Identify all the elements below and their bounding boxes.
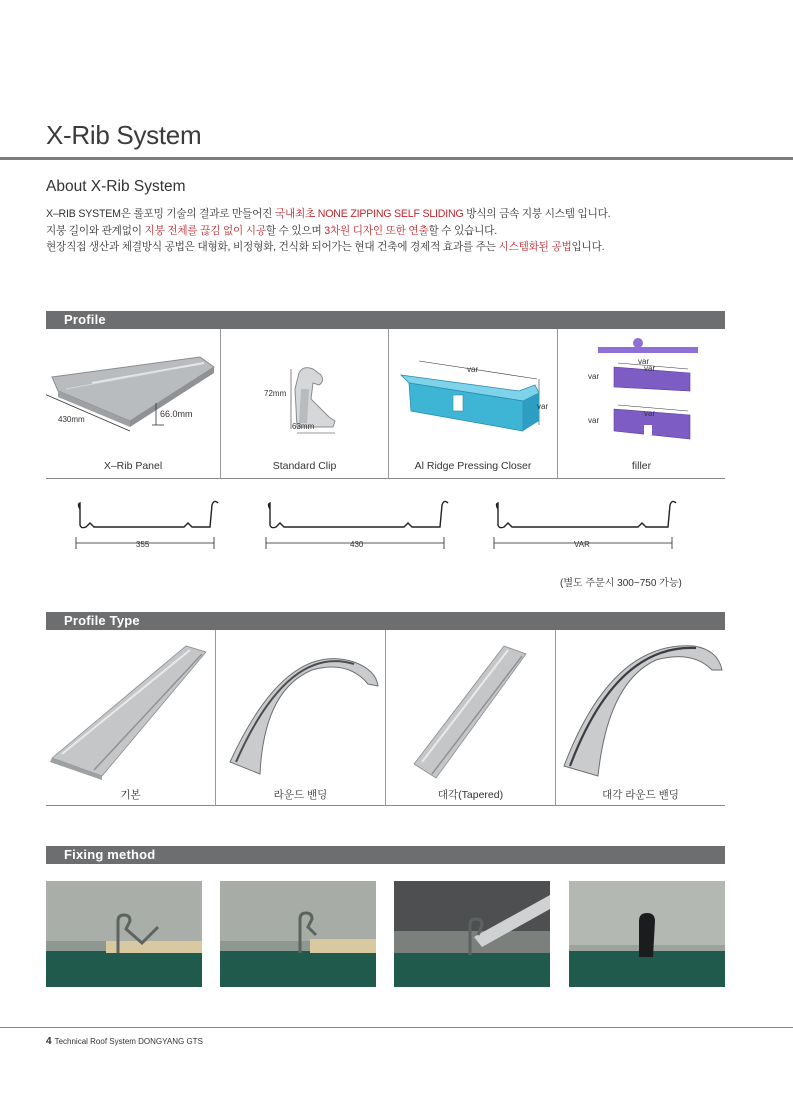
page-number: 4 <box>46 1036 52 1047</box>
profile-type-tapered-round-bending <box>555 630 725 806</box>
about-text-segment: 방식의 금속 지붕 시스템 입니다. <box>463 208 611 220</box>
filler-illustration <box>558 329 726 459</box>
xrib-panel-height-label: 66.0mm <box>160 409 193 419</box>
fixing-photo-step-2 <box>220 881 376 987</box>
about-text-segment: 할 수 있으며 <box>265 224 325 237</box>
width-label-430: 430 <box>350 540 364 549</box>
about-line-1 <box>46 206 746 223</box>
fixing-photo-step-1 <box>46 881 202 987</box>
ridge-closer-var-top: var <box>467 365 479 374</box>
about-highlight: 3차원 디자인 또한 연출 <box>324 224 429 237</box>
profile-section-bar <box>46 311 725 329</box>
profile-item-xrib-panel <box>46 329 220 479</box>
profile-section-title: Profile <box>64 312 106 327</box>
profile-item-ridge-closer <box>388 329 557 479</box>
filler-caption: filler <box>631 460 652 472</box>
filler-var-b: var <box>644 364 656 373</box>
profile-item-filler <box>557 329 725 479</box>
profile-type-section-title: Profile Type <box>64 613 140 628</box>
basic-panel-illustration <box>46 630 215 780</box>
about-highlight: 국내최초 NONE ZIPPING SELF SLIDING <box>274 208 464 220</box>
filler-var-d: var <box>644 409 656 418</box>
about-text-segment: 현장직접 생산과 체결방식 공법은 대형화, 비정형화, 건식화 되어가는 현대 건축에 경제적 효과를 주는 <box>46 241 499 253</box>
tapered-panel-illustration <box>386 630 556 780</box>
fixing-section-bar <box>46 846 725 864</box>
ridge-closer-var-side: var <box>537 402 549 411</box>
tapered-round-bending-illustration <box>556 630 726 780</box>
filler-var-a: var <box>638 357 650 366</box>
standard-clip-width-label: 63mm <box>292 422 315 431</box>
filler-var-e: var <box>588 416 600 425</box>
profile-type-round-bending <box>215 630 385 806</box>
page-footer <box>46 1036 203 1047</box>
round-bending-illustration <box>216 630 386 780</box>
footer-divider <box>0 1027 793 1028</box>
width-label-355: 355 <box>136 540 150 549</box>
standard-clip-caption: Standard Clip <box>272 460 337 472</box>
title-divider <box>0 157 793 160</box>
basic-caption: 기본 <box>120 789 141 801</box>
width-label-var: VAR <box>574 540 590 549</box>
profile-type-basic <box>46 630 215 806</box>
about-text-segment: 지붕 길이와 관계없이 <box>46 224 145 237</box>
profile-width-lines <box>60 495 700 565</box>
profile-item-standard-clip <box>220 329 388 479</box>
profile-width-diagrams <box>60 495 700 565</box>
about-line-3 <box>46 239 746 256</box>
ridge-closer-illustration <box>389 329 558 459</box>
about-line-2 <box>46 223 746 240</box>
about-highlight: 시스템화된 공법 <box>498 241 572 253</box>
xrib-panel-illustration <box>46 329 220 459</box>
profile-grid <box>46 329 725 479</box>
tapered-round-bending-caption: 대각 라운드 밴딩 <box>602 789 679 801</box>
profile-type-grid <box>46 630 725 806</box>
ridge-closer-caption: Al Ridge Pressing Closer <box>414 460 532 472</box>
about-highlight: 지붕 전체를 끊김 없이 시공 <box>144 224 266 237</box>
xrib-panel-width-label: 430mm <box>58 415 85 424</box>
about-paragraph <box>46 206 746 256</box>
width-order-note: (별도 주문시 300~750 가능) <box>560 578 682 589</box>
standard-clip-illustration <box>221 329 389 459</box>
about-text-segment: 할 수 있습니다. <box>428 224 497 237</box>
page-title: X-Rib System <box>46 120 202 150</box>
round-bending-caption: 라운드 밴딩 <box>273 789 328 801</box>
about-text-segment: X–RIB SYSTEM은 롤포밍 기술의 결과로 만들어진 <box>46 208 275 220</box>
about-text-segment: 입니다. <box>571 241 605 253</box>
filler-var-c: var <box>588 372 600 381</box>
standard-clip-height-label: 72mm <box>264 389 287 398</box>
fixing-section-title: Fixing method <box>64 847 156 862</box>
profile-type-tapered <box>385 630 555 806</box>
about-heading: About X-Rib System <box>46 178 186 195</box>
fixing-photo-step-4 <box>569 881 725 987</box>
footer-text: Technical Roof System DONGYANG GTS <box>54 1037 203 1046</box>
profile-type-section-bar <box>46 612 725 630</box>
xrib-panel-caption: X–Rib Panel <box>103 460 163 472</box>
fixing-photo-step-3 <box>394 881 550 987</box>
tapered-caption: 대각(Tapered) <box>437 789 504 801</box>
